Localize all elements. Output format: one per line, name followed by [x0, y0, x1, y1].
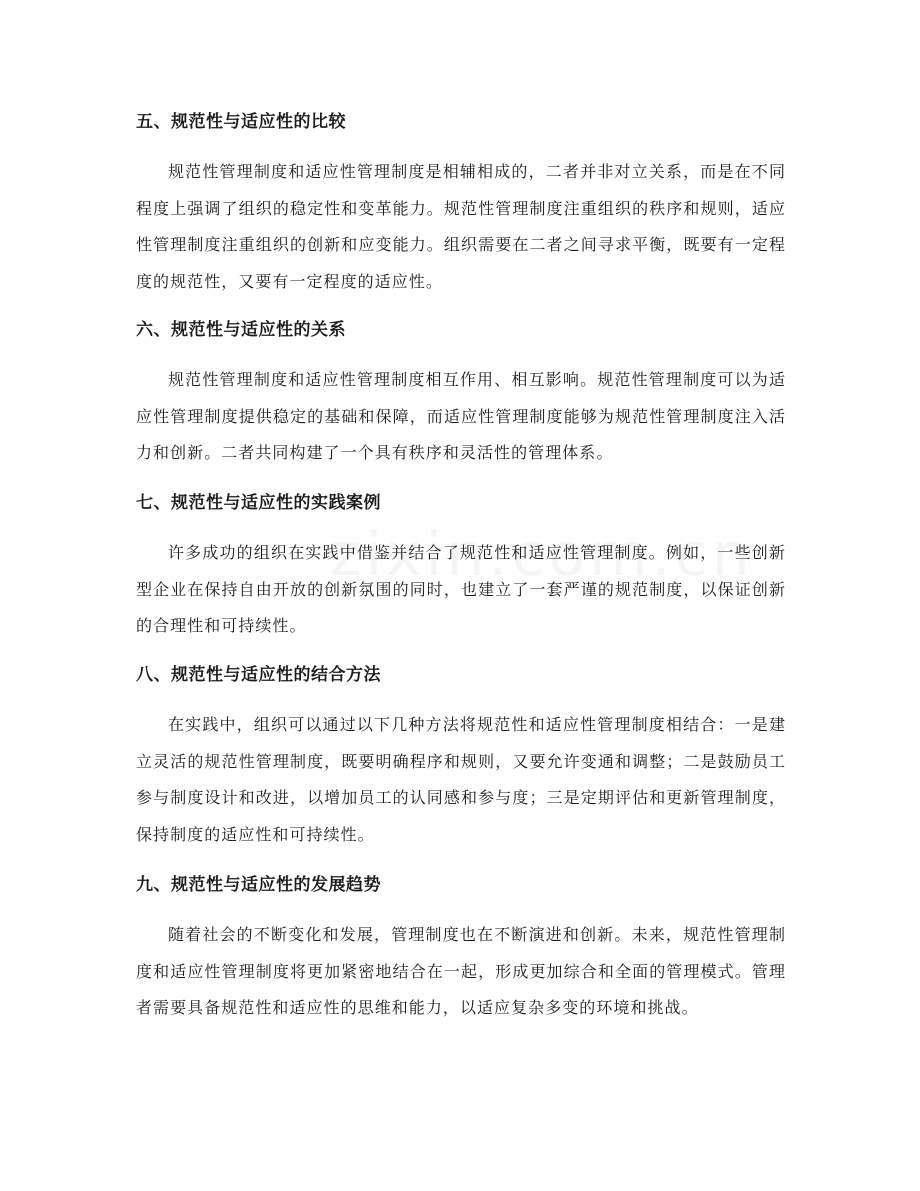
section-8-body: 在实践中，组织可以通过以下几种方法将规范性和适应性管理制度相结合：一是建立灵活的规范性管理制度，既要明确程序和规则，又要允许变通和调整；二是鼓励员工参与制度设计和改进，以增加员工的认同感和参与度；三是定期评估和更新管理制度，保持制度的适应性和可持续性。 [136, 715, 786, 844]
section-9-body: 随着社会的不断变化和发展，管理制度也在不断演进和创新。未来，规范性管理制度和适应性管理制度将更加紧密地结合在一起，形成更加综合和全面的管理模式。管理者需要具备规范性和适应性的思维和能力，以适应复杂多变的环境和挑战。 [136, 925, 786, 1017]
section-6-body: 规范性管理制度和适应性管理制度相互作用、相互影响。规范性管理制度可以为适应性管理制度提供稳定的基础和保障，而适应性管理制度能够为规范性管理制度注入活力和创新。二者共同构建了一个具有秩序和灵活性的管理体系。 [136, 370, 786, 462]
section-7-body: 许多成功的组织在实践中借鉴并结合了规范性和适应性管理制度。例如，一些创新型企业在保持自由开放的创新氛围的同时，也建立了一套严谨的规范制度，以保证创新的合理性和可持续性。 [136, 543, 786, 635]
section-5-title: 五、规范性与适应性的比较 [136, 112, 346, 132]
section-7-title: 七、规范性与适应性的实践案例 [136, 493, 381, 513]
section-9-title: 九、规范性与适应性的发展趋势 [136, 875, 381, 895]
section-5-body: 规范性管理制度和适应性管理制度是相辅相成的，二者并非对立关系，而是在不同程度上强调了组织的稳定性和变革能力。规范性管理制度注重组织的秩序和规则，适应性管理制度注重组织的创新和应变能力。组织需要在二者之间寻求平衡，既要有一定程度的规范性，又要有一定程度的适应性。 [136, 162, 786, 291]
section-6-title: 六、规范性与适应性的关系 [136, 320, 346, 340]
section-8-title: 八、规范性与适应性的结合方法 [136, 665, 381, 685]
